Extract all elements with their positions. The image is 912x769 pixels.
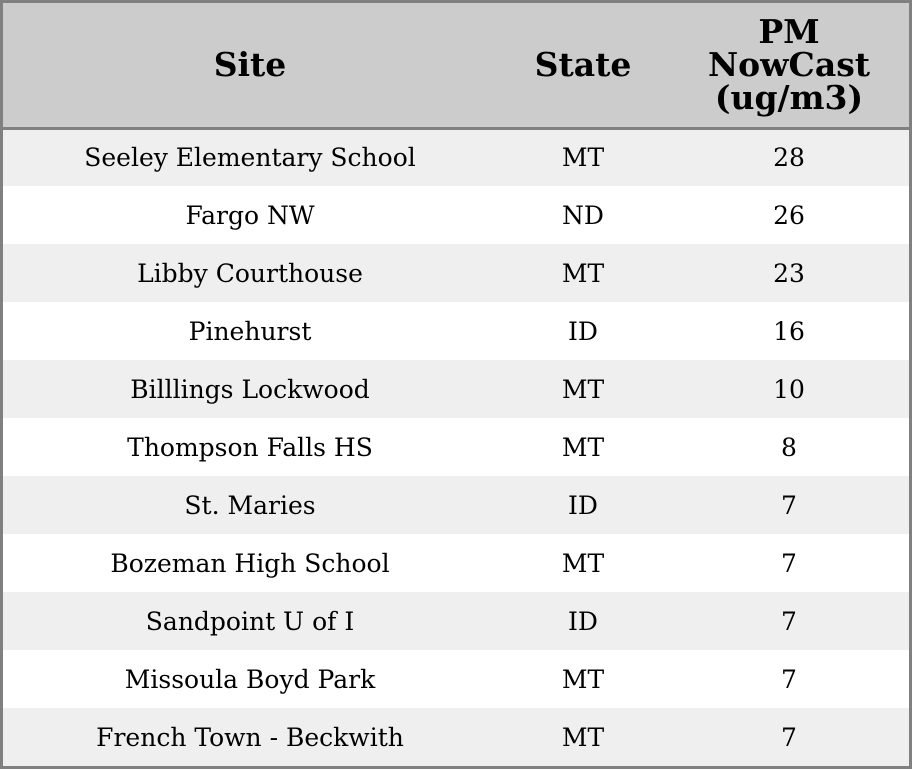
column-header-site-line: Site — [213, 45, 287, 85]
cell-state: MT — [561, 258, 605, 288]
pm-nowcast-table — [3, 3, 909, 766]
cell-pm-nowcast: 7 — [781, 490, 797, 520]
cell-pm-nowcast: 26 — [773, 200, 805, 230]
table-row — [3, 476, 909, 534]
column-header-site — [3, 3, 497, 128]
column-header-pm-line-1: PM — [758, 12, 820, 52]
cell-pm-nowcast: 7 — [781, 606, 797, 636]
cell-pm-nowcast: 10 — [773, 374, 805, 404]
cell-pm-nowcast: 8 — [781, 432, 797, 462]
cell-state: MT — [561, 143, 605, 173]
column-header-pm-nowcast — [669, 3, 909, 128]
cell-state: ID — [568, 316, 598, 346]
cell-site: Pinehurst — [188, 316, 312, 346]
cell-site: Fargo NW — [185, 200, 315, 230]
table-row — [3, 592, 909, 650]
cell-site: Bozeman High School — [110, 548, 390, 578]
cell-site: St. Maries — [184, 490, 316, 520]
table-row — [3, 650, 909, 708]
column-header-state-line: State — [534, 45, 632, 85]
cell-site: Seeley Elementary School — [84, 143, 416, 173]
cell-state: ID — [568, 606, 598, 636]
table-header — [3, 3, 909, 128]
cell-site: Libby Courthouse — [137, 258, 363, 288]
cell-site: Missoula Boyd Park — [124, 664, 376, 694]
table-row — [3, 128, 909, 186]
cell-state: MT — [561, 664, 605, 694]
table-row — [3, 708, 909, 766]
column-header-pm-line-3: (ug/m3) — [714, 78, 864, 118]
cell-state: MT — [561, 432, 605, 462]
table-row — [3, 418, 909, 476]
cell-pm-nowcast: 23 — [773, 258, 805, 288]
table-row — [3, 360, 909, 418]
column-header-pm-line-2: NowCast — [707, 45, 871, 85]
cell-state: ND — [562, 200, 604, 230]
cell-pm-nowcast: 7 — [781, 664, 797, 694]
cell-site: Thompson Falls HS — [127, 432, 373, 462]
table-body — [3, 128, 909, 766]
table-row — [3, 186, 909, 244]
cell-pm-nowcast: 16 — [773, 316, 805, 346]
table-row — [3, 302, 909, 360]
cell-pm-nowcast: 7 — [781, 548, 797, 578]
cell-state: ID — [568, 490, 598, 520]
cell-site: Sandpoint U of I — [145, 606, 355, 636]
table-row — [3, 534, 909, 592]
cell-site: Billlings Lockwood — [130, 374, 370, 404]
cell-pm-nowcast: 7 — [781, 722, 797, 752]
cell-site: French Town - Beckwith — [96, 722, 404, 752]
cell-pm-nowcast: 28 — [773, 143, 805, 173]
cell-state: MT — [561, 374, 605, 404]
header-row — [3, 3, 909, 128]
cell-state: MT — [561, 722, 605, 752]
cell-state: MT — [561, 548, 605, 578]
column-header-state — [497, 3, 669, 128]
table-row — [3, 244, 909, 302]
